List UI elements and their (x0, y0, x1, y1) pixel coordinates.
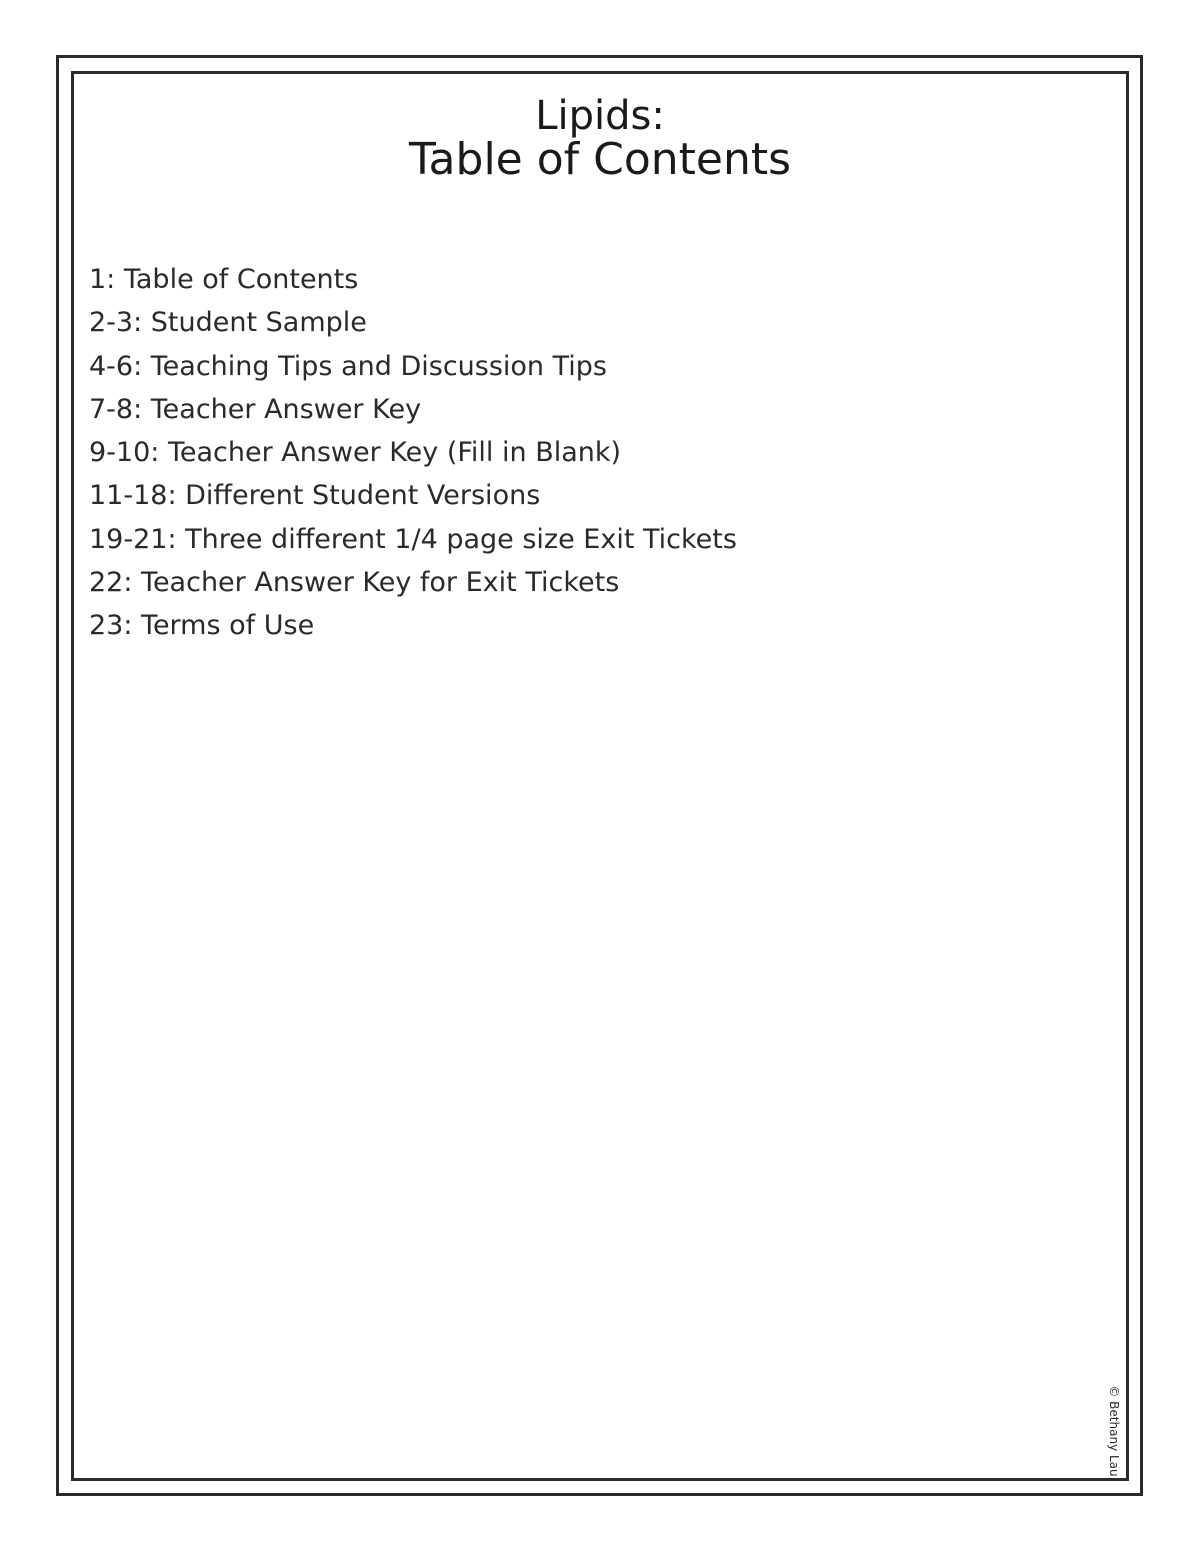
toc-item: 2-3: Student Sample (89, 307, 367, 339)
copyright-notice (1106, 1385, 1122, 1477)
toc-item: 11-18: Different Student Versions (89, 480, 541, 512)
title-topic: Lipids: (535, 93, 665, 139)
toc-item: 1: Table of Contents (89, 264, 359, 295)
toc-item: 23: Terms of Use (89, 610, 315, 642)
table-of-contents-list (89, 258, 737, 648)
toc-item: 22: Teacher Answer Key for Exit Tickets (89, 567, 620, 599)
title-heading: Table of Contents (408, 134, 792, 185)
page-title (74, 95, 1126, 183)
toc-item: 9-10: Teacher Answer Key (Fill in Blank) (89, 437, 622, 469)
toc-item: 7-8: Teacher Answer Key (89, 393, 422, 425)
toc-item: 4-6: Teaching Tips and Discussion Tips (89, 350, 607, 382)
copyright-text: © Bethany Lau (1107, 1385, 1121, 1477)
toc-item: 19-21: Three different 1/4 page size Exit Tickets (89, 523, 737, 555)
